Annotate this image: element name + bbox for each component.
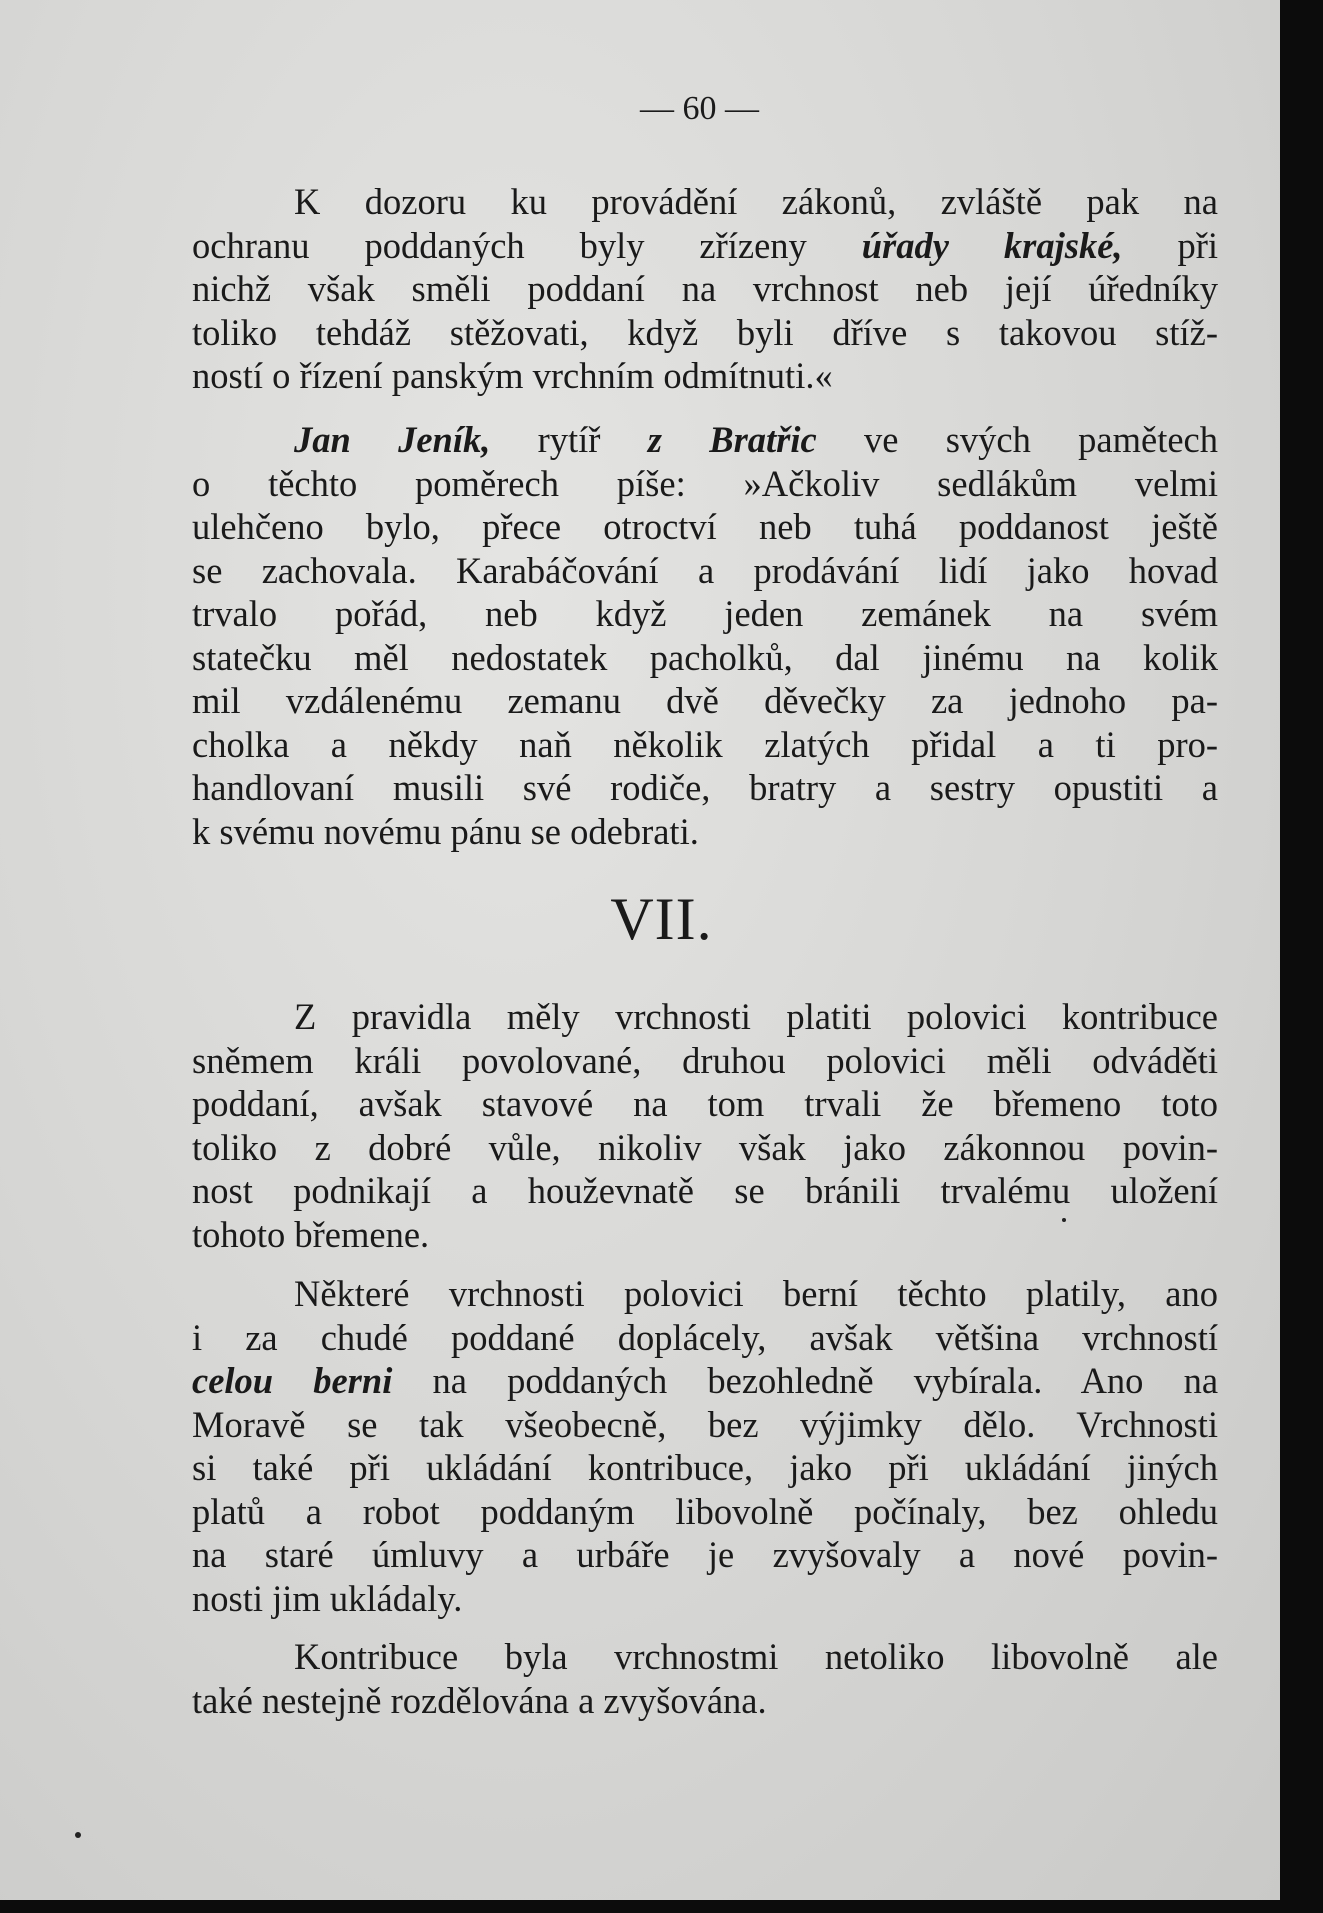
text-line [192,418,1218,462]
scan-border-bottom [0,1900,1323,1913]
scan-border-right [1280,0,1323,1913]
text-line: handlovaní musili své rodiče, bratry a sestry opustiti a [192,767,1218,808]
scan-speck [75,1832,81,1838]
text-line: Některé vrchnosti polovici berní těchto platily, ano [294,1273,1218,1314]
paragraph-1 [192,180,1218,398]
emphasis-jan-jenik: Jan Jeník, [294,419,491,460]
text-line: se zachovala. Karabáčování a prodávání lidí jako hovad [192,549,1218,591]
text-line: K dozoru ku provádění zákonů, zvláště pak na [294,181,1218,222]
text-span: ve svých pamětech [864,419,1218,460]
text-line: sněmem králi povolované, druhou polovici měli odváděti [192,1039,1218,1081]
text-line: si také při ukládání kontribuce, jako při ukládání jiných [192,1447,1218,1488]
emphasis-celou-berni: celou berni [192,1360,393,1401]
text-line: toliko tehdáž stěžovati, když byli dříve s takovou stíž- [192,311,1218,353]
text-line: mil vzdálenému zemanu dvě děvečky za jednoho pa- [192,680,1218,721]
text-line [192,1359,1218,1403]
paragraph-2 [192,418,1218,853]
text-line: trvalo pořád, neb když jeden zemánek na svém [192,593,1218,634]
text-line: ulehčeno bylo, přece otroctví neb tuhá poddanost ještě [192,506,1218,547]
paragraph-5 [192,1635,1218,1722]
text-span: rytíř [537,419,601,460]
text-line: také nestejně rozdělována a zvyšována. [192,1679,767,1721]
text-span: na poddaných bezohledně vybírala. Ano na [432,1360,1219,1401]
text-line: Kontribuce byla vrchnostmi netoliko libovolně ale [294,1636,1218,1677]
text-line: nichž však směli poddaní na vrchnost neb její úředníky [192,268,1218,309]
text-line: na staré úmluvy a urbáře je zvyšovaly a nové povin- [192,1534,1218,1575]
text-span: ochranu poddaných byly zřízeny [192,224,807,266]
text-line: o těchto poměrech píše: »Ačkoliv sedlákům velmi [192,462,1218,504]
text-line: tohoto břemene. [192,1213,430,1255]
text-line: nost podnikají a houževnatě se bránili trvalému uložení [192,1170,1218,1211]
paragraph-4 [192,1272,1218,1620]
page-number: — 60 — [640,90,759,127]
text-line: nosti jim ukládaly. [192,1577,463,1619]
text-line: Z pravidla měly vrchnosti platiti polovici kontribuce [294,996,1218,1037]
text-line: Moravě se tak všeobecně, bez výjimky dělo. Vrchnosti [192,1403,1218,1445]
text-line: i za chudé poddané doplácely, avšak většina vrchností [192,1316,1218,1358]
emphasis-z-bratric: z Bratřic [647,419,817,460]
emphasis-urady-krajske: úřady krajské, [861,224,1123,266]
text-line [192,224,1218,268]
text-line: toliko z dobré vůle, nikoliv však jako zákonnou povin- [192,1126,1218,1168]
text-span: při [1177,224,1218,266]
chapter-heading: VII. [610,886,713,952]
scan-speck [1062,1218,1066,1222]
text-line: k svému novému pánu se odebrati. [192,810,699,852]
paragraph-3 [192,995,1218,1256]
text-line: platů a robot poddaným libovolně počínaly, bez ohledu [192,1490,1218,1532]
text-line: ností o řízení panským vrchním odmítnuti.« [192,355,833,396]
text-line: cholka a někdy naň několik zlatých přidal a ti pro- [192,723,1218,765]
text-line: poddaní, avšak stavové na tom trvali že břemeno toto [192,1083,1218,1124]
text-line: statečku měl nedostatek pacholků, dal jinému na kolik [192,636,1218,678]
